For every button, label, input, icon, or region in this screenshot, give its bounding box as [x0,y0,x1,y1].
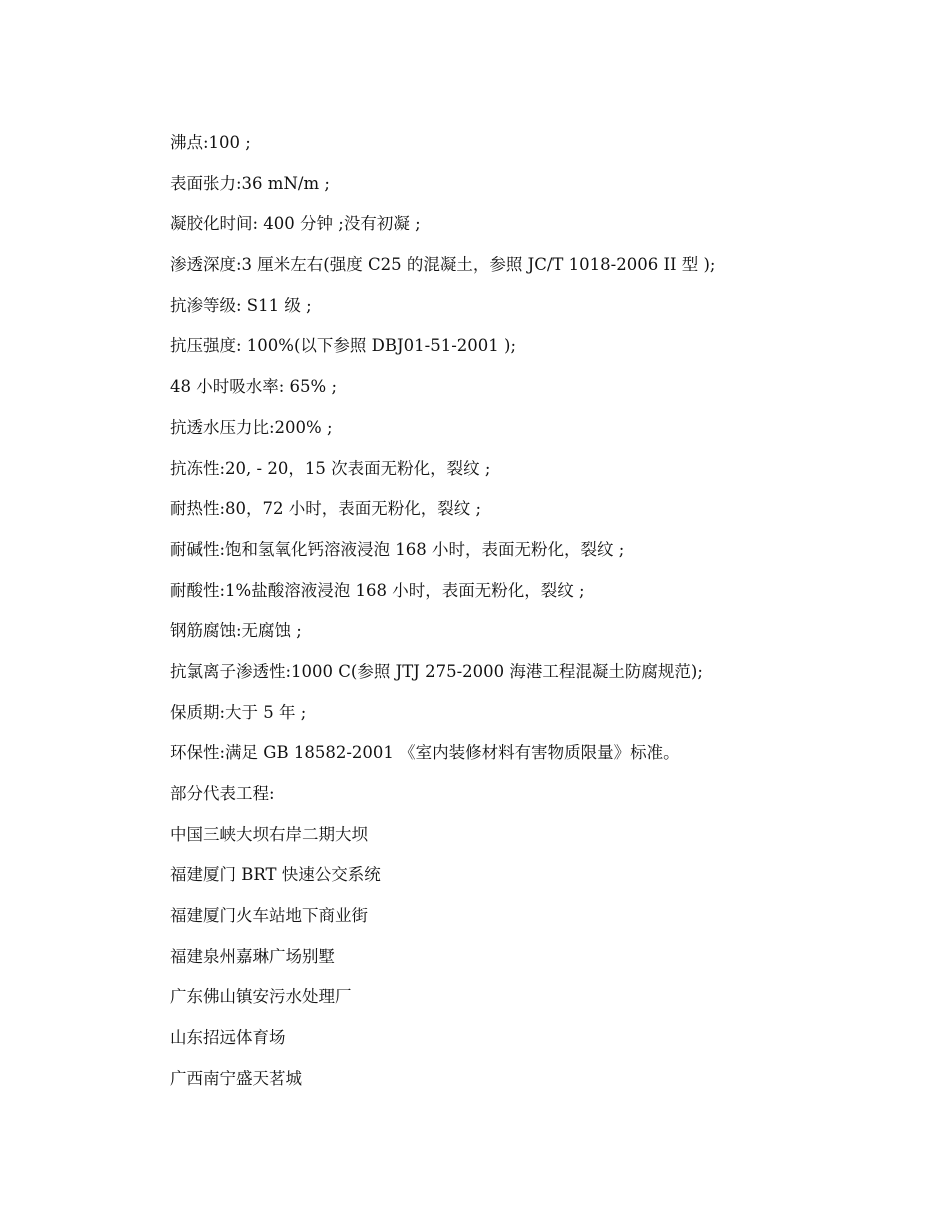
spec-water-pressure-ratio: 抗透水压力比:200% ; [170,417,333,437]
spec-shelf-life: 保质期:大于 5 年 ; [170,702,307,722]
project-item: 广西南宁盛天茗城 [170,1068,302,1088]
project-item: 福建厦门火车站地下商业街 [170,906,368,926]
projects-heading: 部分代表工程: [170,784,275,803]
project-item: 广东佛山镇安污水处理厂 [170,987,352,1007]
spec-heat-resistance: 耐热性:80，72 小时，表面无粉化，裂纹 ; [170,499,482,519]
spec-chloride-penetration: 抗氯离子渗透性:1000 C(参照 JTJ 275-2000 海港工程混凝土防腐规范); [170,661,703,681]
spec-boiling-point: 沸点:100 ; [170,133,251,152]
spec-rebar-corrosion: 钢筋腐蚀:无腐蚀 ; [170,621,302,641]
spec-environmental: 环保性:满足 GB 18582-2001 《室内装修材料有害物质限量》标准。 [170,743,680,763]
spec-alkali-resistance: 耐碱性:饱和氢氧化钙溶液浸泡 168 小时，表面无粉化，裂纹 ; [170,539,625,559]
spec-water-absorption: 48 小时吸水率: 65% ; [170,377,338,397]
project-item: 福建厦门 BRT 快速公交系统 [170,865,381,885]
spec-gel-time: 凝胶化时间: 400 分钟 ;没有初凝 ; [170,214,421,234]
project-item: 中国三峡大坝右岸二期大坝 [170,824,368,844]
document-body [170,128,910,1105]
spec-acid-resistance: 耐酸性:1%盐酸溶液浸泡 168 小时，表面无粉化，裂纹 ; [170,580,585,600]
spec-compressive-strength: 抗压强度: 100%(以下参照 DBJ01-51-2001 ); [170,336,517,356]
project-item: 福建泉州嘉琳广场别墅 [170,946,335,966]
spec-surface-tension: 表面张力:36 mN/m ; [170,173,330,193]
project-item: 山东招远体育场 [170,1028,286,1048]
spec-frost-resistance: 抗冻性:20, - 20，15 次表面无粉化，裂纹 ; [170,458,491,478]
spec-impermeability-grade: 抗渗等级: S11 级 ; [170,295,312,315]
spec-penetration-depth: 渗透深度:3 厘米左右(强度 C25 的混凝土，参照 JC/T 1018-2006 II 型 ); [170,255,716,275]
